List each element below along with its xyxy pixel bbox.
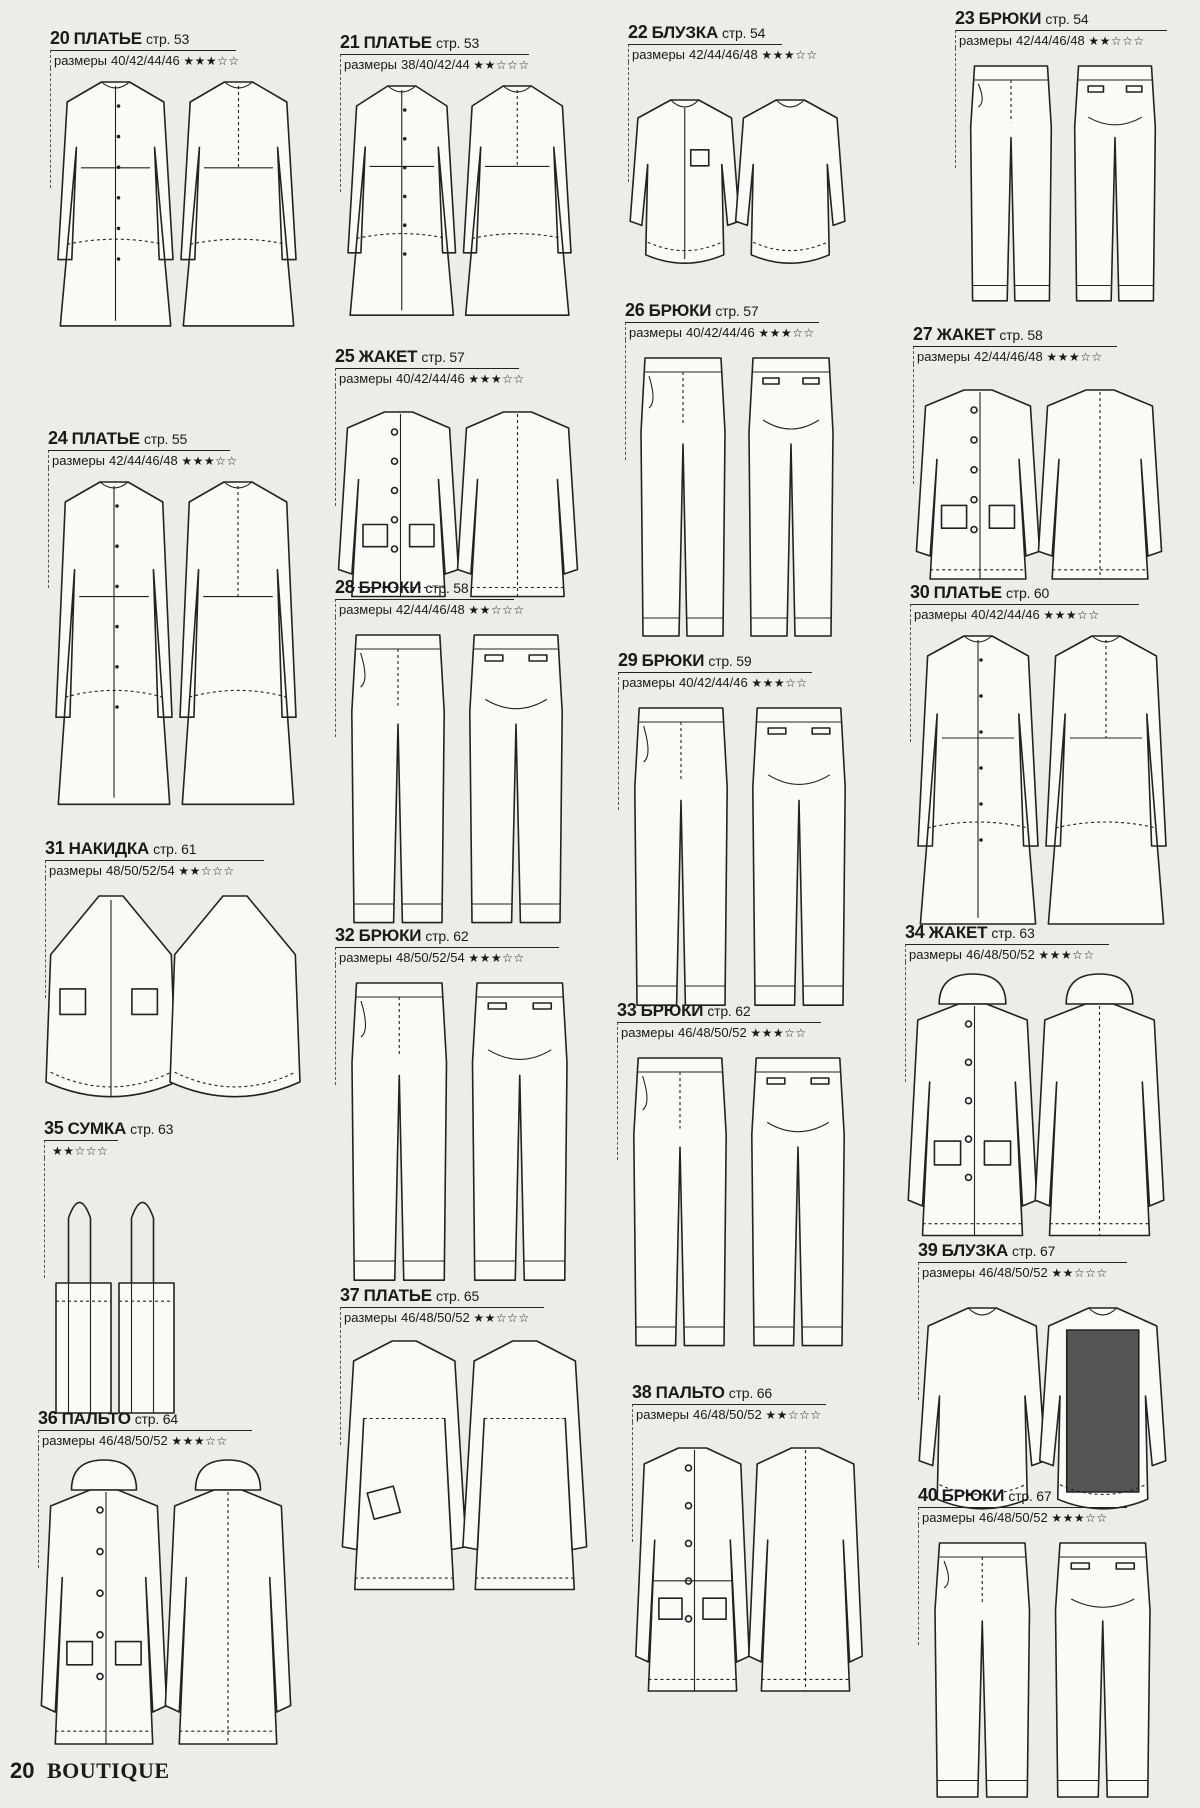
difficulty-rating: ★★☆☆☆ (473, 1311, 530, 1325)
garment-type: БЛУЗКА (651, 23, 719, 42)
pattern-entry-29 (618, 650, 868, 690)
dashed-guide (910, 622, 911, 742)
technical-drawing-cape (53, 886, 301, 1131)
technical-drawing-dress (56, 476, 304, 811)
dashed-guide (44, 1158, 45, 1278)
difficulty-rating: ★★★☆☆ (761, 48, 818, 62)
garment-type: БРЮКИ (941, 1486, 1005, 1505)
pattern-entry-23 (955, 8, 1177, 48)
garment-type: ПЛАТЬЕ (363, 33, 432, 52)
difficulty-rating: ★★☆☆☆ (1088, 34, 1145, 48)
pattern-entry-28 (335, 577, 585, 617)
page-reference: стр. 67 (1008, 1488, 1052, 1504)
entry-title (617, 1000, 867, 1021)
dashed-guide (905, 962, 906, 1082)
sizes-label: размеры (917, 349, 971, 364)
model-number: 28 (335, 577, 355, 597)
entry-title (955, 8, 1177, 29)
dashed-guide (48, 468, 49, 588)
entry-title (910, 582, 1180, 603)
technical-drawing-bag (52, 1166, 178, 1426)
sizes-values: 48/50/52/54 (396, 950, 465, 965)
sizes-label: размеры (914, 607, 968, 622)
pattern-entry-36 (38, 1408, 300, 1448)
sizes-label: размеры (339, 950, 393, 965)
dashed-guide (340, 1325, 341, 1445)
technical-drawing-blouse (636, 70, 847, 280)
sizes-values: 40/42/44/46 (679, 675, 748, 690)
sizes-values: 40/42/44/46 (686, 325, 755, 340)
garment-type: БРЮКИ (358, 578, 422, 597)
technical-drawing-trousers (633, 348, 849, 648)
garment-type: БРЮКИ (358, 926, 422, 945)
model-number: 38 (632, 1382, 652, 1402)
pattern-entry-27 (913, 324, 1171, 364)
model-number: 35 (44, 1118, 64, 1138)
pattern-entry-35 (44, 1118, 184, 1158)
pattern-entry-25 (335, 346, 587, 386)
difficulty-rating: ★★★☆☆ (1038, 948, 1095, 962)
garment-type: НАКИДКА (68, 839, 150, 858)
dashed-guide (335, 617, 336, 737)
entry-title (632, 1382, 872, 1403)
entry-title (918, 1485, 1173, 1506)
page-reference: стр. 63 (130, 1121, 174, 1137)
page-reference: стр. 60 (1005, 585, 1050, 601)
model-number: 33 (617, 1000, 637, 1020)
sizes-line (340, 54, 529, 72)
difficulty-rating: ★★☆☆☆ (468, 603, 525, 617)
entry-title (335, 346, 587, 367)
technical-drawing-dress (348, 80, 579, 320)
entry-title (45, 838, 307, 859)
page-reference: стр. 62 (707, 1003, 751, 1019)
sizes-line (38, 1430, 252, 1448)
technical-drawing-dress (58, 76, 304, 331)
technical-drawing-trousers (343, 625, 579, 935)
sizes-values: 42/44/46/48 (109, 453, 178, 468)
difficulty-rating: ★★★☆☆ (750, 1026, 807, 1040)
sizes-line (955, 30, 1167, 48)
model-number: 23 (955, 8, 975, 28)
difficulty-rating: ★★☆☆☆ (178, 864, 235, 878)
garment-type: БРЮКИ (641, 651, 705, 670)
sizes-label: размеры (636, 1407, 690, 1422)
model-number: 30 (910, 582, 930, 602)
sizes-line (625, 322, 819, 340)
sizes-line (335, 368, 525, 386)
garment-type: ЖАКЕТ (358, 347, 418, 366)
difficulty-rating: ★★★☆☆ (468, 372, 525, 386)
difficulty-rating: ★★★☆☆ (1043, 608, 1100, 622)
sizes-label: размеры (621, 1025, 675, 1040)
difficulty-rating: ★★☆☆☆ (1051, 1266, 1108, 1280)
page-reference: стр. 54 (1045, 11, 1089, 27)
page-reference: стр. 62 (425, 928, 469, 944)
model-number: 32 (335, 925, 355, 945)
sizes-label: размеры (339, 602, 393, 617)
page-reference: стр. 55 (143, 431, 188, 447)
garment-type: ПАЛЬТО (655, 1383, 725, 1402)
pattern-entry-21 (340, 32, 585, 72)
pattern-entry-33 (617, 1000, 867, 1040)
page-reference: стр. 54 (722, 25, 766, 41)
sizes-label: размеры (922, 1510, 976, 1525)
model-number: 36 (38, 1408, 58, 1428)
sizes-label: размеры (49, 863, 103, 878)
pattern-entry-26 (625, 300, 855, 340)
sizes-values: 38/40/42/44 (401, 57, 470, 72)
sizes-values: 46/48/50/52 (99, 1433, 168, 1448)
sizes-values: 48/50/52/54 (106, 863, 175, 878)
garment-type: ЖАКЕТ (928, 923, 988, 942)
page-reference: стр. 64 (134, 1411, 178, 1427)
model-number: 27 (913, 324, 933, 344)
garment-type: ПЛАТЬЕ (73, 29, 142, 48)
model-number: 37 (340, 1285, 360, 1305)
dashed-guide (340, 72, 341, 192)
sizes-values: 46/48/50/52 (979, 1265, 1048, 1280)
pattern-entry-22 (628, 22, 853, 62)
garment-type: БРЮКИ (648, 301, 712, 320)
pattern-entry-24 (48, 428, 310, 468)
garment-type: БРЮКИ (978, 9, 1042, 28)
entry-title (48, 428, 310, 449)
sizes-values: 46/48/50/52 (979, 1510, 1048, 1525)
sizes-values: 46/48/50/52 (693, 1407, 762, 1422)
difficulty-rating: ★★★☆☆ (1046, 350, 1103, 364)
sizes-values: 40/42/44/46 (396, 371, 465, 386)
pattern-entry-38 (632, 1382, 872, 1422)
sizes-values: 46/48/50/52 (966, 947, 1035, 962)
sizes-line (632, 1404, 826, 1422)
sizes-line (618, 672, 812, 690)
model-number: 31 (45, 838, 65, 858)
garment-type: ПЛАТЬЕ (933, 583, 1002, 602)
sizes-line (617, 1022, 821, 1040)
dashed-guide (50, 68, 51, 188)
sizes-line (335, 947, 559, 965)
dashed-guide (617, 1040, 618, 1160)
garment-type: ПЛАТЬЕ (363, 1286, 432, 1305)
sizes-line (918, 1262, 1127, 1280)
pattern-entry-39 (918, 1240, 1173, 1280)
dashed-guide (618, 690, 619, 810)
difficulty-rating: ★★★☆☆ (751, 676, 808, 690)
model-number: 24 (48, 428, 68, 448)
dashed-guide (632, 1422, 633, 1542)
dashed-guide (38, 1448, 39, 1568)
sizes-line (918, 1507, 1127, 1525)
sizes-values: 42/44/46/48 (974, 349, 1043, 364)
sizes-values: 42/44/46/48 (396, 602, 465, 617)
difficulty-rating: ★★★☆☆ (758, 326, 815, 340)
model-number: 22 (628, 22, 648, 42)
pattern-entry-31 (45, 838, 307, 878)
dashed-guide (918, 1280, 919, 1400)
page-reference: стр. 61 (153, 841, 197, 857)
page-reference: стр. 59 (708, 653, 752, 669)
sizes-values: 42/44/46/48 (1016, 33, 1085, 48)
entry-title (618, 650, 868, 671)
entry-title (50, 28, 310, 49)
sizes-label: размеры (344, 57, 398, 72)
difficulty-rating: ★★★☆☆ (468, 951, 525, 965)
model-number: 20 (50, 28, 70, 48)
sizes-line (910, 604, 1139, 622)
sizes-label: размеры (54, 53, 108, 68)
dashed-guide (913, 364, 914, 484)
page-reference: стр. 63 (991, 925, 1035, 941)
page-reference: стр. 58 (425, 580, 469, 596)
sizes-line (48, 450, 238, 468)
difficulty-rating: ★★★☆☆ (181, 454, 238, 468)
page-reference: стр. 65 (435, 1288, 480, 1304)
entry-title (340, 1285, 595, 1306)
entry-title (38, 1408, 300, 1429)
page-reference: стр. 57 (715, 303, 759, 319)
dashed-guide (955, 48, 956, 168)
difficulty-rating: ★★☆☆☆ (52, 1144, 109, 1158)
garment-type: СУМКА (67, 1119, 127, 1138)
garment-type: ЖАКЕТ (936, 325, 996, 344)
sizes-line (335, 599, 525, 617)
sizes-line (45, 860, 264, 878)
sizes-values: 40/42/44/46 (111, 53, 180, 68)
dashed-guide (628, 62, 629, 182)
entry-title (335, 925, 590, 946)
pattern-entry-40 (918, 1485, 1173, 1525)
model-number: 29 (618, 650, 638, 670)
technical-drawing-tunic (348, 1333, 589, 1618)
model-number: 25 (335, 346, 355, 366)
technical-drawing-coat (640, 1430, 866, 1720)
sizes-label: размеры (632, 47, 686, 62)
dashed-guide (45, 878, 46, 998)
dashed-guide (625, 340, 626, 460)
sizes-line (628, 44, 818, 62)
sizes-values: 46/48/50/52 (678, 1025, 747, 1040)
pattern-entry-37 (340, 1285, 595, 1325)
technical-drawing-trousers (626, 698, 862, 1018)
sizes-label: размеры (909, 947, 963, 962)
technical-drawing-trousers (926, 1533, 1167, 1808)
difficulty-rating: ★★★☆☆ (183, 54, 240, 68)
entry-title (628, 22, 853, 43)
dashed-guide (918, 1525, 919, 1645)
page-reference: стр. 58 (999, 327, 1043, 343)
model-number: 39 (918, 1240, 938, 1260)
technical-drawing-trousers (625, 1048, 861, 1358)
model-number: 26 (625, 300, 645, 320)
sizes-label: размеры (42, 1433, 96, 1448)
sizes-label: размеры (52, 453, 106, 468)
page-reference: стр. 53 (145, 31, 190, 47)
page-reference: стр. 66 (728, 1385, 772, 1401)
garment-type: БЛУЗКА (941, 1241, 1009, 1260)
technical-drawing-dress (918, 630, 1174, 930)
entry-title (905, 922, 1173, 943)
page-footer (10, 1758, 170, 1784)
sizes-values: 42/44/46/48 (689, 47, 758, 62)
dashed-guide (335, 386, 336, 506)
sizes-label: размеры (344, 1310, 398, 1325)
entry-title (913, 324, 1171, 345)
pattern-entry-32 (335, 925, 590, 965)
sizes-label: размеры (622, 675, 676, 690)
model-number: 21 (340, 32, 360, 52)
model-number: 40 (918, 1485, 938, 1505)
entry-title (335, 577, 585, 598)
sizes-label: размеры (629, 325, 683, 340)
entry-title (44, 1118, 184, 1139)
pattern-entry-34 (905, 922, 1173, 962)
brand-logo: BOUTIQUE (46, 1758, 170, 1783)
pattern-entry-30 (910, 582, 1180, 622)
garment-type: ПАЛЬТО (61, 1409, 131, 1428)
garment-type: ПЛАТЬЕ (71, 429, 140, 448)
technical-drawing-trousers (963, 56, 1171, 311)
sizes-label: размеры (339, 371, 393, 386)
difficulty-rating: ★★☆☆☆ (765, 1408, 822, 1422)
sizes-line (340, 1307, 544, 1325)
technical-drawing-hoodie (46, 1456, 294, 1776)
dashed-guide (335, 965, 336, 1085)
page-reference: стр. 57 (421, 349, 465, 365)
sizes-line (44, 1140, 118, 1158)
technical-drawing-hoodie (913, 970, 1167, 1265)
garment-type: БРЮКИ (640, 1001, 704, 1020)
sizes-line (905, 944, 1109, 962)
sizes-line (913, 346, 1117, 364)
technical-drawing-trousers (343, 973, 584, 1293)
technical-drawing-jacket (921, 372, 1165, 602)
entry-title (918, 1240, 1173, 1261)
page-number: 20 (10, 1758, 35, 1783)
sizes-values: 40/42/44/46 (971, 607, 1040, 622)
difficulty-rating: ★★★☆☆ (171, 1434, 228, 1448)
page-reference: стр. 67 (1012, 1243, 1056, 1259)
page-reference: стр. 53 (435, 35, 480, 51)
sizes-line (50, 50, 240, 68)
entry-title (340, 32, 585, 53)
sizes-label: размеры (959, 33, 1013, 48)
entry-title (625, 300, 855, 321)
pattern-entry-20 (50, 28, 310, 68)
sizes-values: 46/48/50/52 (401, 1310, 470, 1325)
difficulty-rating: ★★☆☆☆ (473, 58, 530, 72)
sizes-label: размеры (922, 1265, 976, 1280)
model-number: 34 (905, 922, 925, 942)
difficulty-rating: ★★★☆☆ (1051, 1511, 1108, 1525)
